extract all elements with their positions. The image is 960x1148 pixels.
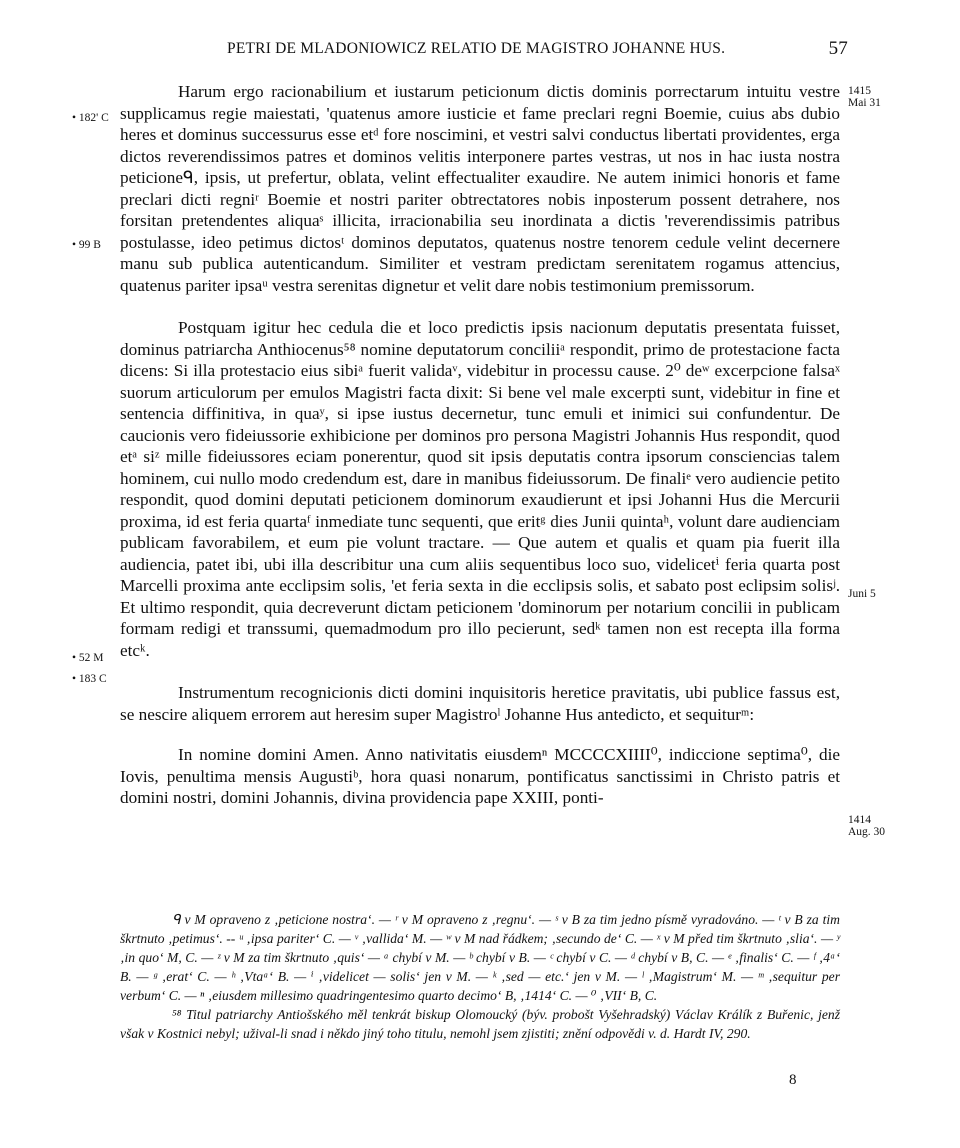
main-text bbox=[120, 81, 840, 809]
paragraph-petition: Harum ergo racionabilium et iustarum peticionum dictis dominis porrectarum intuitu vestre supplicamus regie maiestati, 'quatenus amore iusticie et fame preclari regni Boemie, cuius abs dubio heres et dominus successurus esse etᵈ fore noscimini, et vestri salvi conductus libertati providentes, erga dictos reverendissimos patres et dominos velitis interponere partes vestras, ut nos in hac iusta nostra peticioneᑫ, ipsis, ut prefertur, oblata, velint effectualiter exaudire. Ne autem inimici honoris et fame preclari dicti regniʳ Boemie et nostri pariter obtrectatores nobis inposterum possent detrahere, nos forsitan pretendentes aliquaˢ illicita, irracionabilia seu inordinata a dictis 'reverendissimis patribus postulasse, ideo petimus dictosᵗ dominos deputatos, quatenus nostre tenorem cedule velint decernere manu sub publica autenticandum. Similiter et vestram predictam serenitatem rogamus attencius, quatenus pariter ipsaᵘ vestra serenitas dignetur et velit dare nobis testimonium premissorum. bbox=[120, 82, 840, 295]
footnote-variants: ᑫ v M opraveno z ‚peticione nostra‘. — ʳ v M opraveno z ‚regnu‘. — ˢ v B za tim jedno písmě vyradováno. — ᵗ v B za tim škrtnuto ‚petimus‘. -- ᵘ ‚ipsa pariter‘ C. — ᵛ ‚vallida‘ M. — ʷ v M nad řádkem; ‚secundo de‘ C. — ˣ v M před tim škrtnuto ‚slia‘. — ʸ ‚in quo‘ M, C. — ᶻ v M za tim škrtnuto ‚quis‘ — ᵃ chybí v M. — ᵇ chybí v B. — ᶜ chybí v C. — ᵈ chybí v B, C. — ᵉ ‚finalis‘ C. — ᶠ ‚4ᵃ‘ B. — ᵍ ‚erat‘ C. — ʰ ‚Vtaᵃ‘ B. — ⁱ ‚videlicet — solis‘ jen v M. — ᵏ ‚sed — etc.‘ jen v M. — ˡ ‚Magistrum‘ M. — ᵐ ‚sequitur per verbum‘ C. — ⁿ ‚eiusdem millesimo quadringentesimo quarto decimo‘ B, ‚1414‘ C. — ⁰ ‚VII‘ B, C. bbox=[120, 912, 840, 1003]
paragraph-instrument-heading: Instrumentum recognicionis dicti domini inquisitoris heretice pravitatis, ubi publice fassus est, se nescire aliquem errorem aut heresim super Magistroˡ Johanne Hus antedicto, et sequiturᵐ: bbox=[120, 683, 840, 724]
margin-date-year-1414: 1414 bbox=[848, 814, 871, 826]
margin-date-mai-31: Mai 31 bbox=[848, 97, 881, 109]
footnotes bbox=[120, 910, 840, 1043]
margin-ref-99b: • 99 B bbox=[72, 239, 101, 251]
margin-date-aug-30: Aug. 30 bbox=[848, 826, 886, 838]
footnote-58: ⁵⁸ Titul patriarchy Antiošského měl tenkrát biskup Olomoucký (býv. probošt Vyšehradský) Václav Králík z Buřenic, jenž však v Kostnici nebyl; užival-li snad i někdo jiný toho titulu, nemohl jsem zjistiti; znění odpovědi v. d. Hardt IV, 290. bbox=[120, 1007, 840, 1041]
margin-date-year-1415: 1415 bbox=[848, 85, 871, 97]
margin-ref-52m: • 52 M bbox=[72, 652, 104, 664]
margin-date-juni-5: Juni 5 bbox=[848, 588, 876, 600]
page-number: 57 bbox=[828, 38, 848, 59]
running-title: PETRI DE MLADONIOWICZ RELATIO DE MAGISTRO JOHANNE HUS. bbox=[227, 40, 726, 57]
signature-mark: 8 bbox=[789, 1072, 797, 1088]
margin-ref-182c: • 182' C bbox=[72, 112, 109, 124]
margin-ref-183c: • 183 C bbox=[72, 673, 107, 685]
paragraph-instrument-start: In nomine domini Amen. Anno nativitatis eiusdemⁿ MCCCCXIIII⁰, indiccione septima⁰, die Iovis, penultima mensis Augustiᵇ, hora quasi nonarum, pontificatus sanctissimi in Christo patris et domini nostri, domini Johannis, divina providencia pape XXIII, ponti- bbox=[120, 745, 840, 807]
paragraph-response: Postquam igitur hec cedula die et loco predictis ipsis nacionum deputatis presentata fuisset, dominus patriarcha Anthiocenus⁵⁸ nomine deputatorum conciliiᵃ respondit, primo de protestacione facta dicens: Si illa protestacio eius sibiᵃ fuerit validaᵛ, videbitur in processu cause. 2⁰ deʷ excerpcione falsaˣ suorum articulorum per emulos Magistri facta dixit: Si bene vel male excerpti sunt, videbitur in fine et sentencia diffinitiva, in quaʸ, si ipse iustus decernetur, tunc emuli et inimici sui confundentur. De caucionis vero fideiussorie exhibicione per dominos pro persona Magistri Johannis Hus respondit, quod etᵃ siᶻ mille fideiussores eciam ponerentur, quod sit ipsis deputatis contra ipsorum consciencias talem hominem, cui nullo modo credendum est, dare in manibus fideiussorum. De finaliᵉ vero audiencie petito respondit, quod domini deputati peticionem dominorum exaudierunt et ipsi Johanni Hus die Mercurii proxima, id est feria quartaᶠ inmediate tunc sequenti, que eritᵍ dies Junii quintaʰ, volunt dare audienciam publicam favorabilem, et eum pie volunt tractare. — Que autem et qualis et quam pia fuerit illa audiencia, patet ibi, ubi illa describitur una cum aliis sequentibus loco suo, videlicetⁱ feria quarta post Marcelli proxima ante ecclipsim solis, 'et feria sexta in die ecclipsis solis, et sabato post eclipsim solisʲ. Et ultimo respondit, quia decreverunt dictam peticionem 'dominorum per notarium concilii in publicam formam redigi et transsumi, quemadmodum pro illo pecierunt, sedᵏ tamen non est recepta illa forma etcᵏ. bbox=[120, 318, 840, 660]
